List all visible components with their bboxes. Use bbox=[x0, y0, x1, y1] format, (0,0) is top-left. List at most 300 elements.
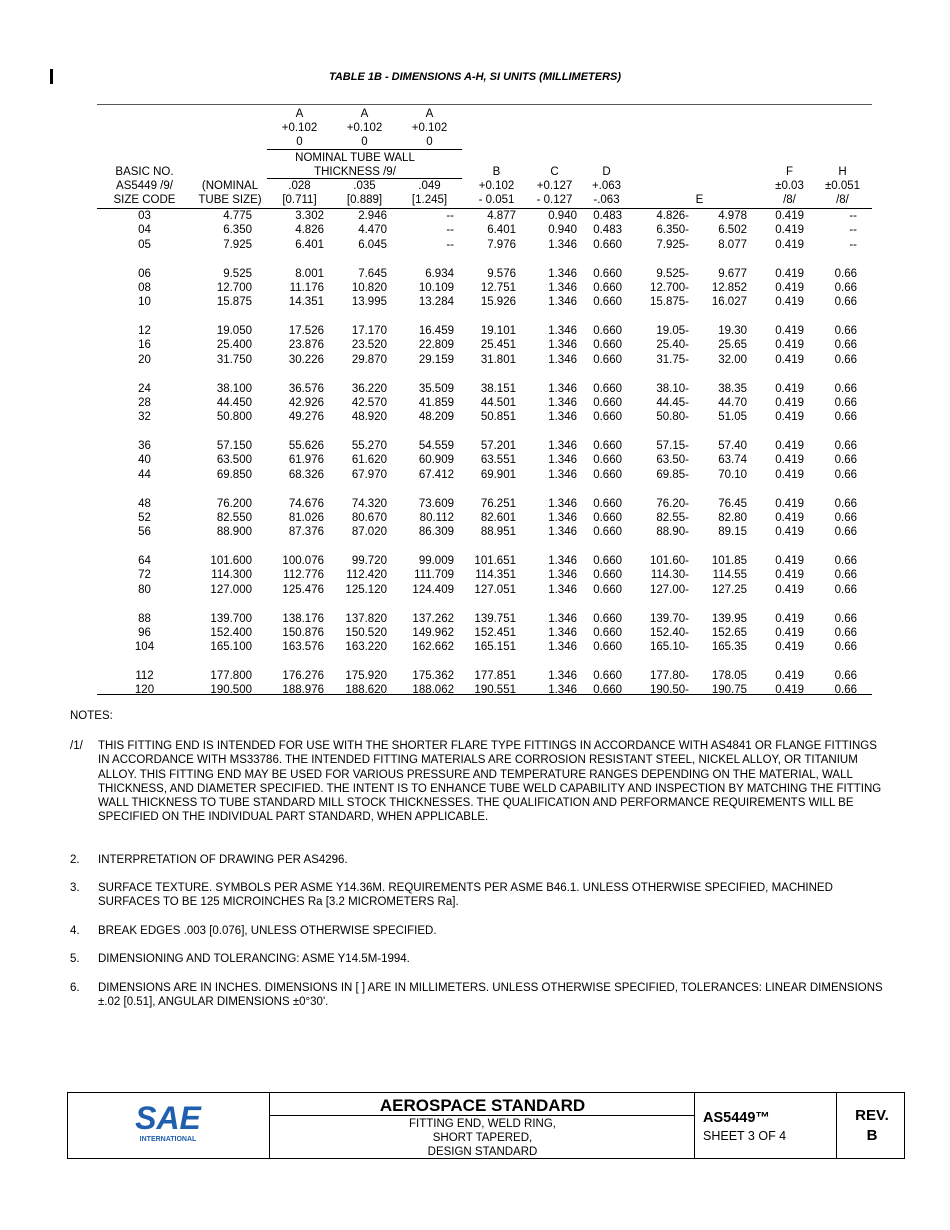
cell-d: 0.660 bbox=[593, 296, 622, 309]
cell-c: 1.346 bbox=[548, 411, 577, 424]
cell-a-028: 100.076 bbox=[282, 555, 324, 567]
cell-b: 38.151 bbox=[480, 382, 516, 395]
cell-e-min: 44.45- bbox=[656, 396, 689, 409]
cell-d: 0.660 bbox=[593, 626, 622, 639]
cell-a-035: 2.946 bbox=[358, 210, 387, 222]
cell-nominal: 15.875 bbox=[216, 296, 252, 309]
cell-h: 0.66 bbox=[834, 670, 857, 682]
cell-d: 0.660 bbox=[593, 238, 622, 251]
cell-a-035: 67.970 bbox=[351, 468, 387, 481]
header-f: F ±0.03 /8/ bbox=[775, 166, 804, 207]
cell-a-028: 6.401 bbox=[295, 238, 324, 251]
cell-size-code: 16 bbox=[138, 339, 151, 352]
cell-h: 0.66 bbox=[834, 684, 857, 697]
note-number: 3. bbox=[70, 882, 80, 894]
cell-a-028: 36.576 bbox=[288, 382, 324, 395]
cell-c: 1.346 bbox=[548, 325, 577, 337]
note-text: DIMENSIONING AND TOLERANCING: ASME Y14.5M-1994. bbox=[98, 953, 410, 965]
cell-e-max: 38.35 bbox=[718, 382, 747, 395]
cell-e-max: 76.45 bbox=[718, 497, 747, 510]
sae-logo bbox=[128, 1099, 208, 1145]
header-d: D +.063 -.063 bbox=[591, 166, 622, 207]
cell-a-035: 125.120 bbox=[345, 583, 387, 596]
cell-a-049: 99.009 bbox=[418, 555, 454, 567]
cell-d: 0.660 bbox=[593, 569, 622, 582]
cell-f: 0.419 bbox=[775, 339, 804, 352]
cell-a-028: 150.876 bbox=[282, 626, 324, 639]
cell-b: 101.651 bbox=[474, 555, 516, 567]
cell-c: 0.940 bbox=[548, 224, 577, 237]
cell-c: 1.346 bbox=[548, 641, 577, 654]
cell-size-code: 112 bbox=[135, 670, 154, 682]
cell-e-min: 165.10- bbox=[649, 641, 689, 654]
cell-b: 165.151 bbox=[474, 641, 516, 654]
cell-f: 0.419 bbox=[775, 612, 804, 625]
cell-d: 0.660 bbox=[593, 267, 622, 280]
cell-f: 0.419 bbox=[775, 267, 804, 280]
title-block bbox=[67, 1092, 905, 1159]
dimensions-table bbox=[97, 104, 872, 695]
cell-e-max: 165.35 bbox=[711, 641, 747, 654]
cell-f: 0.419 bbox=[775, 440, 804, 452]
cell-h: 0.66 bbox=[834, 353, 857, 366]
cell-e-min: 25.40- bbox=[656, 339, 689, 352]
cell-size-code: 64 bbox=[138, 555, 151, 567]
cell-e-max: 82.80 bbox=[718, 511, 747, 524]
cell-a-035: 17.170 bbox=[351, 325, 387, 337]
cell-a-028: 4.826 bbox=[295, 224, 324, 237]
note-text: THIS FITTING END IS INTENDED FOR USE WITH THE SHORTER FLARE TYPE FITTINGS IN ACCORDANCE WITH AS4841 OR FLANGE FITTINGS IN ACCORDANCE WITH MS33786. THE INTENDED FITTING MATERIALS ARE CORROSION RESISTANT STEEL, NICKEL ALLOY, OR TITANIUM ALLOY. THIS FITTING END MAY BE USED FOR VARIOUS PRESSURE AND TEMPERATURE RANGES DEPENDING ON THE MATERIAL, WALL THICKNESS, AND DIAMETER SPECIFIED. THE INTENT IS TO ENHANCE TUBE WELD CAPABILITY AND INSPECTION BY MATCHING THE FITTING WALL THICKNESS TO TUBE STANDARD MILL STOCK THICKNESSES. THE QUALIFICATION AND PERFORMANCE REQUIREMENTS WILL BE SPECIFIED ON THE INDIVIDUAL PART STANDARD, WHEN APPLICABLE. bbox=[98, 740, 882, 824]
cell-d: 0.660 bbox=[593, 411, 622, 424]
cell-a-028: 42.926 bbox=[288, 396, 324, 409]
cell-b: 9.576 bbox=[487, 267, 516, 280]
cell-d: 0.483 bbox=[593, 224, 622, 237]
cell-e-min: 12.700- bbox=[649, 281, 689, 294]
cell-b: 19.101 bbox=[480, 325, 516, 337]
cell-e-min: 6.350- bbox=[656, 224, 689, 237]
cell-a-049: 162.662 bbox=[412, 641, 454, 654]
cell-d: 0.660 bbox=[593, 396, 622, 409]
sae-logo-text: SAE bbox=[135, 1100, 201, 1136]
cell-h: 0.66 bbox=[834, 626, 857, 639]
cell-f: 0.419 bbox=[775, 569, 804, 582]
cell-f: 0.419 bbox=[775, 281, 804, 294]
note-number: /1/ bbox=[70, 740, 83, 752]
cell-c: 1.346 bbox=[548, 555, 577, 567]
cell-h: 0.66 bbox=[834, 468, 857, 481]
cell-f: 0.419 bbox=[775, 396, 804, 409]
cell-e-min: 82.55- bbox=[656, 511, 689, 524]
cell-a-035: 7.645 bbox=[358, 267, 387, 280]
header-rule-a bbox=[267, 149, 462, 150]
cell-f: 0.419 bbox=[775, 224, 804, 237]
cell-a-035: 23.520 bbox=[351, 339, 387, 352]
cell-b: 82.601 bbox=[480, 511, 516, 524]
cell-b: 12.751 bbox=[480, 281, 516, 294]
cell-a-049: 35.509 bbox=[418, 382, 454, 395]
cell-a-035: 87.020 bbox=[351, 526, 387, 539]
cell-f: 0.419 bbox=[775, 353, 804, 366]
cell-a-049: 16.459 bbox=[418, 325, 454, 337]
cell-e-min: 31.75- bbox=[656, 353, 689, 366]
cell-e-max: 32.00 bbox=[718, 353, 747, 366]
cell-nominal: 44.450 bbox=[216, 396, 252, 409]
cell-nominal: 114.300 bbox=[211, 569, 252, 582]
cell-e-max: 178.05 bbox=[711, 670, 747, 682]
cell-nominal: 82.550 bbox=[216, 511, 252, 524]
revision-label: REV. bbox=[855, 1107, 889, 1124]
revision-value: B bbox=[866, 1127, 878, 1144]
cell-a-035: 61.620 bbox=[351, 454, 387, 467]
cell-a-049: 10.109 bbox=[418, 281, 454, 294]
cell-e-min: 38.10- bbox=[656, 382, 689, 395]
cell-a-028: 81.026 bbox=[288, 511, 324, 524]
cell-b: 190.551 bbox=[474, 684, 516, 697]
note-number: 6. bbox=[70, 982, 80, 994]
cell-e-max: 127.25 bbox=[711, 583, 747, 596]
cell-a-049: 67.412 bbox=[418, 468, 454, 481]
cell-a-028: 163.576 bbox=[282, 641, 324, 654]
cell-nominal: 4.775 bbox=[223, 210, 252, 222]
cell-b: 44.501 bbox=[480, 396, 516, 409]
cell-e-max: 12.852 bbox=[711, 281, 747, 294]
cell-a-049: 48.209 bbox=[418, 411, 454, 424]
cell-d: 0.660 bbox=[593, 454, 622, 467]
notes-heading: NOTES: bbox=[70, 710, 113, 722]
cell-nominal: 127.000 bbox=[210, 583, 252, 596]
standard-title: AEROSPACE STANDARD bbox=[379, 1096, 586, 1115]
cell-size-code: 56 bbox=[138, 526, 151, 539]
cell-a-049: 29.159 bbox=[418, 353, 454, 366]
cell-a-028: 112.776 bbox=[283, 569, 324, 582]
cell-f: 0.419 bbox=[775, 641, 804, 654]
cell-c: 1.346 bbox=[548, 670, 577, 682]
cell-f: 0.419 bbox=[775, 526, 804, 539]
cell-e-max: 4.978 bbox=[718, 210, 747, 222]
cell-e-min: 7.925- bbox=[656, 238, 689, 251]
cell-d: 0.660 bbox=[593, 555, 622, 567]
cell-h: 0.66 bbox=[834, 555, 857, 567]
cell-size-code: 48 bbox=[138, 497, 151, 510]
cell-e-min: 50.80- bbox=[656, 411, 689, 424]
cell-c: 0.940 bbox=[548, 210, 577, 222]
cell-e-max: 57.40 bbox=[718, 440, 747, 452]
cell-a-035: 74.320 bbox=[351, 497, 387, 510]
cell-c: 1.346 bbox=[548, 238, 577, 251]
cell-size-code: 03 bbox=[138, 210, 151, 222]
cell-c: 1.346 bbox=[548, 267, 577, 280]
table-title: TABLE 1B - DIMENSIONS A-H, SI UNITS (MILLIMETERS) bbox=[328, 71, 622, 83]
cell-b: 7.976 bbox=[487, 238, 516, 251]
cell-a-028: 11.176 bbox=[289, 281, 324, 294]
cell-size-code: 06 bbox=[138, 267, 151, 280]
cell-a-035: 150.520 bbox=[345, 626, 387, 639]
cell-e-min: 88.90- bbox=[656, 526, 689, 539]
cell-e-min: 63.50- bbox=[656, 454, 689, 467]
cell-a-049: 137.262 bbox=[412, 612, 454, 625]
cell-a-035: 80.670 bbox=[351, 511, 387, 524]
cell-a-035: 6.045 bbox=[358, 238, 387, 251]
cell-size-code: 08 bbox=[138, 281, 151, 294]
cell-a-049: 6.934 bbox=[425, 267, 454, 280]
cell-nominal: 165.100 bbox=[210, 641, 252, 654]
cell-d: 0.483 bbox=[593, 210, 622, 222]
cell-a-049: 22.809 bbox=[418, 339, 454, 352]
cell-d: 0.660 bbox=[593, 353, 622, 366]
cell-h: 0.66 bbox=[834, 569, 857, 582]
header-wall-028: .028 [0.711] bbox=[282, 180, 317, 207]
cell-d: 0.660 bbox=[593, 511, 622, 524]
cell-nominal: 9.525 bbox=[223, 267, 252, 280]
cell-a-035: 99.720 bbox=[351, 555, 387, 567]
cell-c: 1.346 bbox=[548, 382, 577, 395]
cell-b: 50.851 bbox=[480, 411, 516, 424]
cell-b: 152.451 bbox=[474, 626, 516, 639]
cell-c: 1.346 bbox=[548, 583, 577, 596]
cell-f: 0.419 bbox=[775, 382, 804, 395]
cell-f: 0.419 bbox=[775, 238, 804, 251]
cell-h: 0.66 bbox=[834, 296, 857, 309]
standard-subtitle: FITTING END, WELD RING, SHORT TAPERED, DESIGN STANDARD bbox=[409, 1118, 556, 1159]
cell-size-code: 20 bbox=[138, 353, 151, 366]
cell-e-max: 101.85 bbox=[711, 555, 747, 567]
cell-e-min: 69.85- bbox=[656, 468, 689, 481]
cell-a-049: 80.112 bbox=[419, 511, 454, 524]
cell-h: 0.66 bbox=[834, 339, 857, 352]
cell-h: 0.66 bbox=[834, 454, 857, 467]
cell-d: 0.660 bbox=[593, 641, 622, 654]
cell-e-max: 25.65 bbox=[718, 339, 747, 352]
cell-nominal: 190.500 bbox=[210, 684, 252, 697]
cell-d: 0.660 bbox=[593, 670, 622, 682]
header-b: B +0.102 - 0.051 bbox=[478, 166, 515, 207]
cell-h: 0.66 bbox=[834, 411, 857, 424]
cell-e-max: 19.30 bbox=[718, 325, 747, 337]
cell-f: 0.419 bbox=[775, 583, 804, 596]
cell-a-028: 23.876 bbox=[288, 339, 324, 352]
cell-a-049: 124.409 bbox=[412, 583, 454, 596]
cell-e-max: 6.502 bbox=[718, 224, 747, 237]
cell-a-028: 30.226 bbox=[288, 353, 324, 366]
cell-c: 1.346 bbox=[548, 454, 577, 467]
cell-nominal: 19.050 bbox=[216, 325, 252, 337]
cell-c: 1.346 bbox=[548, 296, 577, 309]
cell-b: 69.901 bbox=[480, 468, 516, 481]
cell-nominal: 177.800 bbox=[210, 670, 252, 682]
cell-c: 1.346 bbox=[548, 626, 577, 639]
cell-nominal: 139.700 bbox=[210, 612, 252, 625]
cell-b: 139.751 bbox=[474, 612, 516, 625]
cell-a-049: -- bbox=[446, 238, 454, 251]
note-number: 4. bbox=[70, 925, 80, 937]
cell-nominal: 88.900 bbox=[216, 526, 252, 539]
cell-a-049: 188.062 bbox=[412, 684, 454, 697]
cell-size-code: 32 bbox=[138, 411, 151, 424]
cell-size-code: 72 bbox=[138, 569, 151, 582]
cell-d: 0.660 bbox=[593, 583, 622, 596]
cell-e-max: 8.077 bbox=[718, 238, 747, 251]
cell-h: -- bbox=[849, 224, 857, 237]
cell-b: 127.051 bbox=[474, 583, 516, 596]
cell-e-max: 9.677 bbox=[718, 267, 747, 280]
cell-f: 0.419 bbox=[775, 468, 804, 481]
cell-b: 88.951 bbox=[480, 526, 516, 539]
cell-size-code: 24 bbox=[138, 382, 151, 395]
cell-e-min: 139.70- bbox=[649, 612, 689, 625]
cell-e-min: 190.50- bbox=[649, 684, 689, 697]
cell-h: 0.66 bbox=[834, 526, 857, 539]
cell-e-max: 114.55 bbox=[712, 569, 747, 582]
cell-e-max: 44.70 bbox=[718, 396, 747, 409]
cell-nominal: 152.400 bbox=[210, 626, 252, 639]
cell-f: 0.419 bbox=[775, 555, 804, 567]
cell-e-max: 139.95 bbox=[711, 612, 747, 625]
cell-d: 0.660 bbox=[593, 382, 622, 395]
cell-nominal: 101.600 bbox=[210, 555, 252, 567]
cell-f: 0.419 bbox=[775, 511, 804, 524]
cell-h: 0.66 bbox=[834, 641, 857, 654]
cell-a-035: 112.420 bbox=[346, 569, 387, 582]
cell-c: 1.346 bbox=[548, 526, 577, 539]
cell-h: 0.66 bbox=[834, 325, 857, 337]
cell-d: 0.660 bbox=[593, 497, 622, 510]
cell-d: 0.660 bbox=[593, 281, 622, 294]
cell-e-min: 19.05- bbox=[656, 325, 689, 337]
sae-logo-sub: INTERNATIONAL bbox=[139, 1136, 197, 1143]
cell-e-max: 63.74 bbox=[718, 454, 747, 467]
header-e: E bbox=[695, 194, 704, 206]
cell-f: 0.419 bbox=[775, 497, 804, 510]
cell-size-code: 104 bbox=[134, 641, 155, 654]
cell-b: 57.201 bbox=[480, 440, 516, 452]
cell-nominal: 6.350 bbox=[223, 224, 252, 237]
cell-f: 0.419 bbox=[775, 670, 804, 682]
cell-a-028: 17.526 bbox=[288, 325, 324, 337]
cell-a-035: 29.870 bbox=[351, 353, 387, 366]
cell-size-code: 04 bbox=[138, 224, 151, 237]
note-text: SURFACE TEXTURE. SYMBOLS PER ASME Y14.36M. REQUIREMENTS PER ASME B46.1. UNLESS OTHERWISE SPECIFIED, MACHINED SURFACES TO BE 125 MICROINCHES Ra [3.2 MICROMETERS Ra]. bbox=[98, 882, 833, 909]
cell-size-code: 120 bbox=[134, 684, 155, 697]
cell-f: 0.419 bbox=[775, 411, 804, 424]
cell-a-035: 4.470 bbox=[358, 224, 387, 237]
cell-a-028: 188.976 bbox=[282, 684, 324, 697]
cell-size-code: 80 bbox=[138, 583, 151, 596]
cell-nominal: 76.200 bbox=[216, 497, 252, 510]
header-c: C +0.127 - 0.127 bbox=[536, 166, 573, 207]
cell-d: 0.660 bbox=[593, 612, 622, 625]
cell-e-min: 76.20- bbox=[656, 497, 689, 510]
cell-b: 63.551 bbox=[480, 454, 516, 467]
cell-d: 0.660 bbox=[593, 526, 622, 539]
cell-e-min: 127.00- bbox=[649, 583, 689, 596]
cell-a-049: 13.284 bbox=[418, 296, 454, 309]
cell-nominal: 63.500 bbox=[216, 454, 252, 467]
cell-nominal: 12.700 bbox=[216, 281, 252, 294]
cell-h: 0.66 bbox=[834, 612, 857, 625]
cell-b: 177.851 bbox=[474, 670, 516, 682]
cell-e-min: 177.80- bbox=[649, 670, 689, 682]
cell-nominal: 25.400 bbox=[216, 339, 252, 352]
cell-e-max: 16.027 bbox=[711, 296, 747, 309]
note-text: INTERPRETATION OF DRAWING PER AS4296. bbox=[98, 854, 348, 866]
cell-b: 4.877 bbox=[487, 210, 516, 222]
cell-size-code: 40 bbox=[138, 454, 151, 467]
cell-f: 0.419 bbox=[775, 296, 804, 309]
cell-a-035: 10.820 bbox=[351, 281, 387, 294]
header-nominal: (NOMINAL TUBE SIZE) bbox=[198, 180, 262, 207]
cell-h: 0.66 bbox=[834, 281, 857, 294]
cell-a-049: 149.962 bbox=[412, 626, 454, 639]
note-number: 5. bbox=[70, 953, 80, 965]
cell-a-028: 176.276 bbox=[282, 670, 324, 682]
header-basic-no: BASIC NO. AS5449 /9/ SIZE CODE bbox=[113, 166, 176, 207]
cell-a-035: 48.920 bbox=[351, 411, 387, 424]
cell-f: 0.419 bbox=[775, 210, 804, 222]
cell-e-min: 152.40- bbox=[649, 626, 689, 639]
note-text: DIMENSIONS ARE IN INCHES. DIMENSIONS IN [ ] ARE IN MILLIMETERS. UNLESS OTHERWISE SPECIFIED, TOLERANCES: LINEAR DIMENSIONS ±.02 [0.51], ANGULAR DIMENSIONS ±0°30'. bbox=[98, 982, 883, 1009]
cell-f: 0.419 bbox=[775, 325, 804, 337]
cell-a-049: 111.709 bbox=[414, 569, 454, 582]
cell-a-049: -- bbox=[446, 210, 454, 222]
cell-d: 0.660 bbox=[593, 325, 622, 337]
cell-h: 0.66 bbox=[834, 440, 857, 452]
cell-size-code: 28 bbox=[138, 396, 151, 409]
cell-a-049: 60.909 bbox=[418, 454, 454, 467]
cell-size-code: 52 bbox=[138, 511, 151, 524]
cell-c: 1.346 bbox=[548, 353, 577, 366]
cell-a-049: -- bbox=[446, 224, 454, 237]
cell-nominal: 69.850 bbox=[216, 468, 252, 481]
cell-a-028: 8.001 bbox=[295, 267, 324, 280]
cell-a-028: 138.176 bbox=[282, 612, 324, 625]
cell-d: 0.660 bbox=[593, 468, 622, 481]
cell-nominal: 57.150 bbox=[216, 440, 252, 452]
cell-b: 25.451 bbox=[480, 339, 516, 352]
cell-c: 1.346 bbox=[548, 684, 577, 697]
cell-c: 1.346 bbox=[548, 497, 577, 510]
cell-a-035: 175.920 bbox=[345, 670, 387, 682]
note-text: BREAK EDGES .003 [0.076], UNLESS OTHERWISE SPECIFIED. bbox=[98, 925, 437, 937]
cell-b: 15.926 bbox=[480, 296, 516, 309]
cell-a-049: 73.609 bbox=[418, 497, 454, 510]
cell-nominal: 50.800 bbox=[216, 411, 252, 424]
cell-a-028: 61.976 bbox=[288, 454, 324, 467]
document-number: AS5449™ bbox=[703, 1110, 770, 1126]
cell-a-035: 42.570 bbox=[351, 396, 387, 409]
cell-size-code: 36 bbox=[138, 440, 151, 452]
cell-c: 1.346 bbox=[548, 440, 577, 452]
cell-a-028: 14.351 bbox=[288, 296, 324, 309]
cell-f: 0.419 bbox=[775, 454, 804, 467]
cell-size-code: 44 bbox=[138, 468, 151, 481]
cell-a-049: 175.362 bbox=[412, 670, 454, 682]
cell-b: 76.251 bbox=[480, 497, 516, 510]
cell-c: 1.346 bbox=[548, 468, 577, 481]
cell-size-code: 05 bbox=[138, 238, 151, 251]
cell-a-035: 36.220 bbox=[351, 382, 387, 395]
cell-size-code: 12 bbox=[138, 325, 151, 337]
cell-e-min: 15.875- bbox=[649, 296, 689, 309]
cell-f: 0.419 bbox=[775, 626, 804, 639]
cell-e-min: 4.826- bbox=[656, 210, 689, 222]
cell-a-035: 137.820 bbox=[345, 612, 387, 625]
cell-size-code: 96 bbox=[138, 626, 151, 639]
cell-a-028: 3.302 bbox=[295, 210, 324, 222]
cell-a-028: 87.376 bbox=[288, 526, 324, 539]
sheet-number: SHEET 3 OF 4 bbox=[703, 1129, 787, 1143]
header-a-1: A +0.102 0 bbox=[281, 108, 318, 149]
cell-nominal: 38.100 bbox=[216, 382, 252, 395]
